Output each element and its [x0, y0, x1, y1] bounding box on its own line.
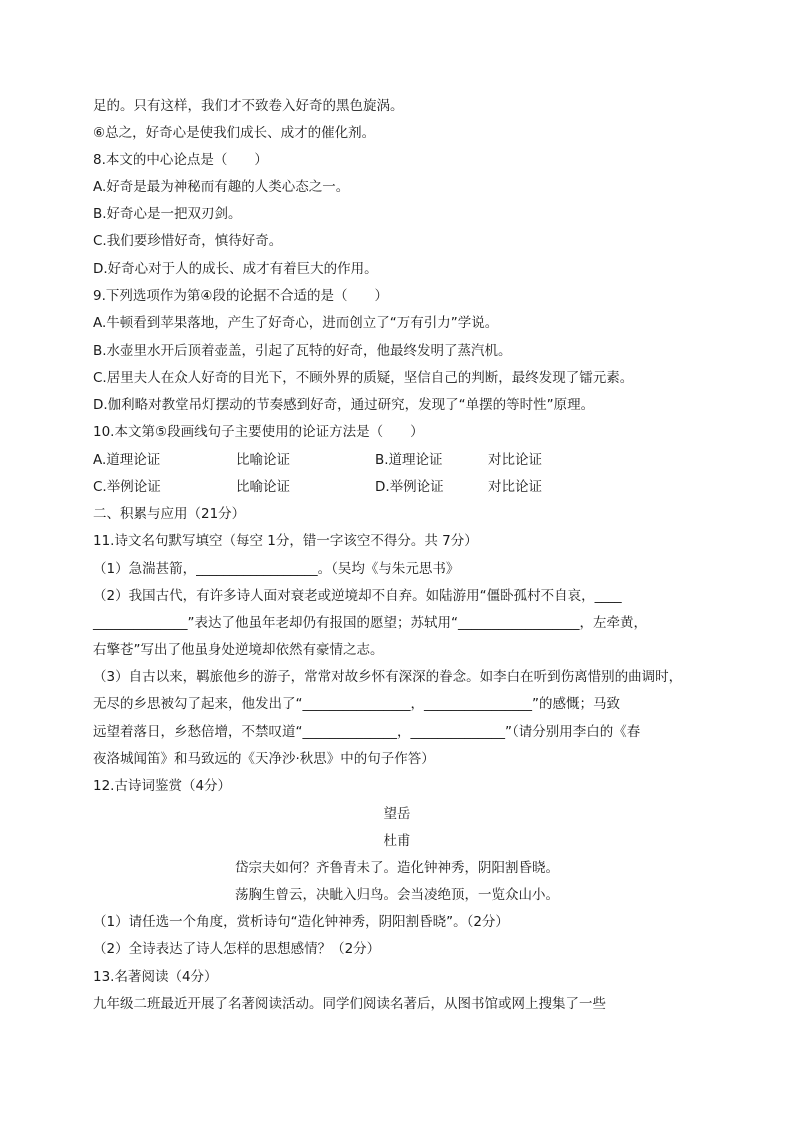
text-line: ⑥总之，好奇心是使我们成长、成才的催化剂。	[93, 125, 376, 141]
poem-line: 荡胸生曾云，决眦入归鸟。会当凌绝顶，一览众山小。	[235, 887, 559, 903]
option-9d: D.伽利略对教堂吊灯摆动的节奏感到好奇，通过研究，发现了“单摆的等时性”原理。	[93, 397, 595, 413]
poem-author: 杜甫	[383, 833, 411, 849]
question-11-3-cont: 无尽的乡思被勾了起来，他发出了“________________，________________”的感慨；马致	[93, 696, 620, 712]
option-10a-2: 比喻论证	[236, 452, 290, 468]
option-9a: A.牛顿看到苹果落地，产生了好奇心，进而创立了“万有引力”学说。	[93, 315, 499, 331]
question-11-3-cont: 远望着落日，乡愁倍增，不禁叹道“______________，______________”（请分别用李白的《春	[93, 724, 641, 740]
section-heading: 二、积累与应用（21分）	[93, 506, 246, 522]
question-9: 9.下列选项作为第④段的论据不合适的是（ ）	[93, 288, 388, 304]
option-10b-1: B.道理论证	[375, 452, 443, 468]
option-10d-2: 对比论证	[488, 479, 542, 495]
text-line: 足的。只有这样，我们才不致卷入好奇的黑色旋涡。	[93, 98, 404, 114]
option-10b-2: 对比论证	[488, 452, 542, 468]
question-11-2-cont: ______________”表达了他虽年老却仍有报国的愿望；苏轼用“__________________，左牵黄，	[93, 615, 647, 631]
question-12-1: （1）请任选一个角度，赏析诗句“造化钟神秀，阴阳割昏晓”。（2分）	[93, 914, 509, 930]
question-11-3: （3）自古以来，羁旅他乡的游子，常常对故乡怀有深深的眷念。如李白在听到伤离惜别的曲调时，	[93, 669, 683, 685]
option-9b: B.水壶里水开后顶着壶盖，引起了瓦特的好奇，他最终发明了蒸汽机。	[93, 343, 512, 359]
option-8b: B.好奇心是一把双刃剑。	[93, 206, 242, 222]
option-8c: C.我们要珍惜好奇，慎待好奇。	[93, 233, 283, 249]
question-10: 10.本文第⑤段画线句子主要使用的论证方法是（ ）	[93, 424, 424, 440]
question-12: 12.古诗词鉴赏（4分）	[93, 778, 232, 794]
question-8: 8.本文的中心论点是（ ）	[93, 152, 268, 168]
option-10c-1: C.举例论证	[93, 479, 161, 495]
option-10c-2: 比喻论证	[236, 479, 290, 495]
question-11: 11.诗文名句默写填空（每空 1分，错一字该空不得分。共 7分）	[93, 533, 478, 549]
question-13-text: 九年级二班最近开展了名著阅读活动。同学们阅读名著后，从图书馆或网上搜集了一些	[93, 996, 606, 1012]
option-10a-1: A.道理论证	[93, 452, 161, 468]
option-9c: C.居里夫人在众人好奇的目光下，不顾外界的质疑，坚信自己的判断，最终发现了镭元素。	[93, 370, 634, 386]
question-11-1: （1）急湍甚箭，__________________。（吴均《与朱元思书》	[93, 561, 460, 577]
question-12-2: （2）全诗表达了诗人怎样的思想感情？（2分）	[93, 941, 381, 957]
question-11-3-cont: 夜洛城闻笛》和马致远的《天净沙·秋思》中的句子作答）	[93, 751, 435, 767]
question-11-2: （2）我国古代，有许多诗人面对衰老或逆境却不自弃。如陆游用“僵卧孤村不自哀，____	[93, 588, 622, 604]
question-11-2-cont: 右擎苍”写出了他虽身处逆境却依然有豪情之志。	[93, 642, 384, 658]
poem-title: 望岳	[383, 806, 411, 822]
option-10d-1: D.举例论证	[375, 479, 444, 495]
question-13: 13.名著阅读（4分）	[93, 969, 218, 985]
option-8d: D.好奇心对于人的成长、成才有着巨大的作用。	[93, 261, 378, 277]
poem-line: 岱宗夫如何？齐鲁青未了。造化钟神秀，阴阳割昏晓。	[235, 860, 559, 876]
option-8a: A.好奇是最为神秘而有趣的人类心态之一。	[93, 179, 350, 195]
